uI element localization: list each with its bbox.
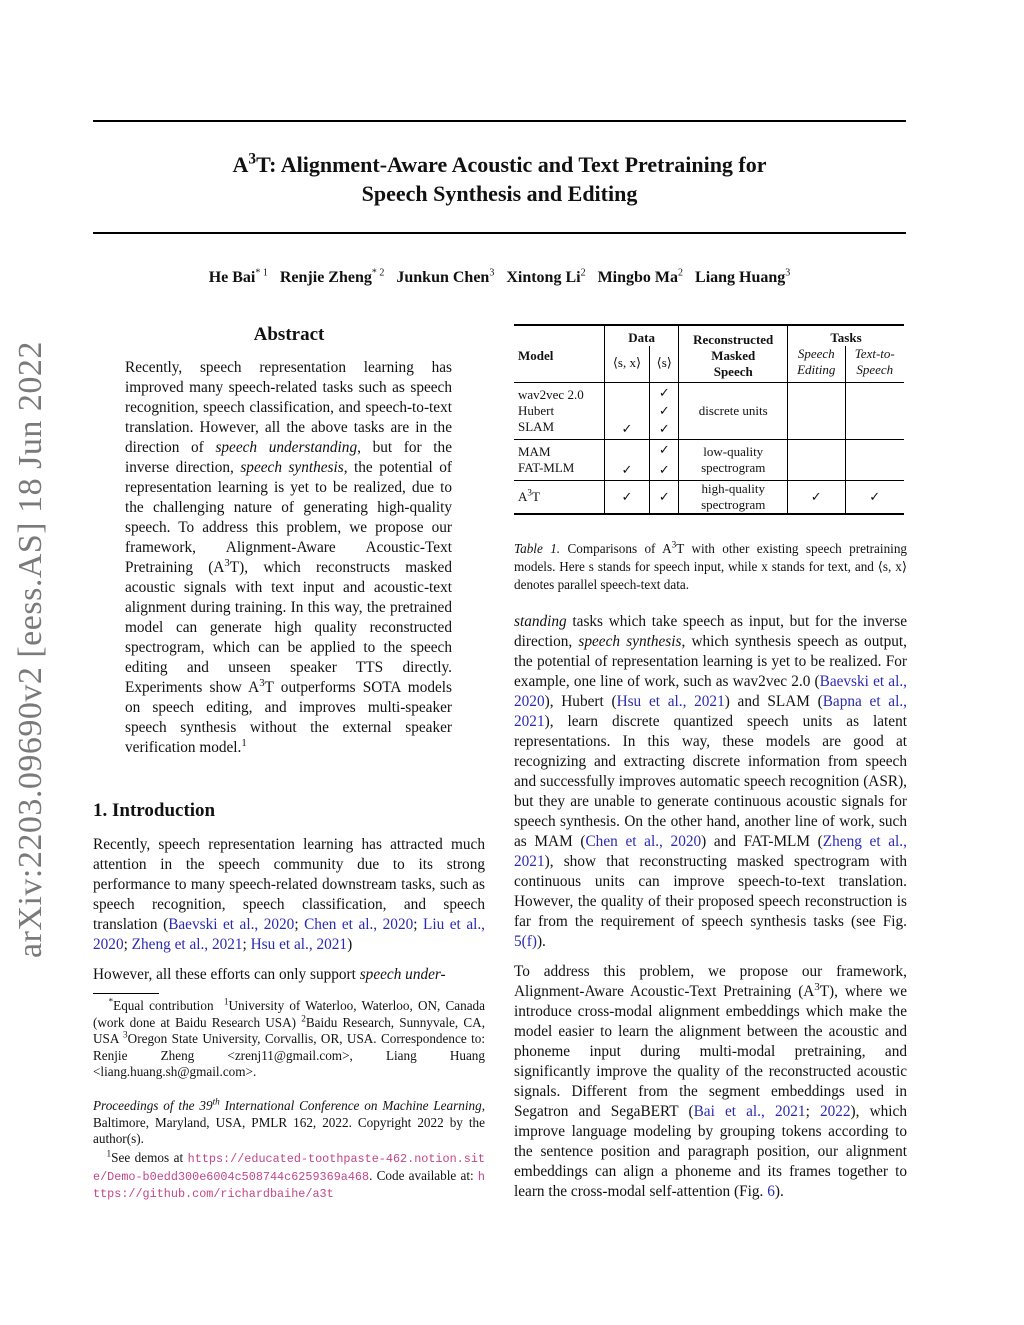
- code-url-link[interactable]: https://github.com/richardbaihe/a3t: [93, 1169, 485, 1201]
- author: Liang Huang: [695, 269, 786, 286]
- footnote-affiliations: *Equal contribution $^1$University of Waterloo, Waterloo, ON, Canada (work done at Baidu Research USA) $^2$Baidu Research, Sunnyvale, CA, USA $^3$Oregon State University, Corvallis, OR, USA. Correspondence to: Renjie Zheng <zrenj11@gmail.com>, Liang Huang <liang.huang.sh@gmail.com>.: [93, 996, 486, 1079]
- citation-link[interactable]: 2022: [819, 1103, 851, 1120]
- col-header-s: ⟨s⟩: [650, 346, 679, 383]
- table-cell-recon: discrete units: [679, 383, 787, 440]
- table-caption: Table 1. Comparisons of $A^3T$ with other existing speech pretraining models. Here s stands for speech input, while x stands for text, and ⟨s, x⟩ denotes parallel speech-text data.: [514, 539, 908, 592]
- check-mark: ✓: [650, 383, 679, 404]
- figure-ref-link[interactable]: 5(f): [514, 933, 537, 950]
- right-paragraph-2: To address this problem, we propose our framework, Alignment-Aware Acoustic-Text Pretraining $(A^3T)$, where we introduce cross-modal alignment embeddings which make the model easier to learn the alignment between the acoustic and phoneme input during multi-modal pretraining, and significantly improve the quality of the reconstructed acoustic signals. Different from the segment embeddings used in Segatron and SegaBERT (Bai et al., 2021; 2022), which improve language modeling by grouping tokens according to the sentence position and paragraph position, our alignment embeddings can align a phoneme and its frames together to learn the cross-modal self-attention (Fig. 6).: [514, 963, 907, 1200]
- citation-link[interactable]: Hsu et al., 2021: [250, 936, 348, 953]
- intro-paragraph: Recently, speech representation learning has attracted much attention in the speech community due to its strong performance to many speech-related downstream tasks, such as speech recognition, speech classification, and speech translation (Baevski et al., 2020; Chen et al., 2020; Liu et al., 2020; Zheng et al., 2021; Hsu et al., 2021): [93, 836, 486, 953]
- check-mark: ✓: [650, 460, 679, 481]
- author: Xintong Li: [506, 269, 581, 286]
- citation-link[interactable]: Baevski et al., 2020: [514, 673, 907, 710]
- col-header-speech-editing: Speech Editing: [787, 346, 845, 383]
- citation-link[interactable]: Liu et al., 2020: [93, 916, 486, 953]
- table-cell-recon: high-quality spectrogram: [679, 481, 787, 515]
- table-cell-model: wav2vec 2.0: [514, 383, 604, 404]
- citation-link[interactable]: Bai et al., 2021: [693, 1103, 806, 1120]
- col-header-data: Data: [604, 325, 679, 346]
- title-rule-top: [93, 120, 906, 122]
- right-paragraph-1: standing tasks which take speech as input, but for the inverse direction, speech synthesis, which synthesis speech as output, the potential of representation learning is yet to be realized. For example, one line of work, such as wav2vec 2.0 (Baevski et al., 2020), Hubert (Hsu et al., 2021) and SLAM (Bapna et al., 2021), learn discrete quantized speech units as latent representations. In this way, these models are good at recognizing and extracting discrete information from speech and successfully improves automatic speech recognition (ASR), but they are unable to generate continuous acoustic signals for speech synthesis. On the other hand, another line of work, such as MAM (Chen et al., 2020) and FAT-MLM (Zheng et al., 2021), show that reconstructing masked spectrogram with continuous units can improve speech-to-text translation. However, the quality of their proposed speech reconstruction is far from the requirement of speech synthesis tasks (see Fig. 5(f)).: [514, 613, 907, 950]
- author-list: He Bai$^{* 1}$ Renjie Zheng$^{* 2}$ Junkun Chen$^3$ Xintong Li$^2$ Mingbo Ma$^2$ Liang Huang$^3$: [208, 267, 791, 286]
- citation-link[interactable]: Chen et al., 2020: [585, 833, 702, 850]
- citation-link[interactable]: Chen et al., 2020: [304, 916, 414, 933]
- abstract-body: Recently, speech representation learning has improved many speech-related tasks such as speech recognition, speech classification, and speech-to-text translation. However, all the above tasks are in the direction of speech understanding, but for the inverse direction, speech synthesis, the potential of representation learning is yet to be realized, due to the challenging nature of generating high-quality speech. To address this problem, we propose our framework, Alignment-Aware Acoustic-Text Pretraining $(A^3T)$, which reconstructs masked acoustic signals with text input and acoustic-text alignment during training. In this way, the pretrained model can generate high quality reconstructed spectrogram, which can be applied to the speech editing and unseen speaker TTS directly. Experiments show $A^3T$ outperforms SOTA models on speech editing, and improves multi-speaker speech synthesis without the external speaker verification model.$^1$: [125, 359, 452, 756]
- check-mark: ✓: [604, 419, 649, 440]
- footnote-proceedings: Proceedings of the 39th International Conference on Machine Learning, Baltimore, Maryland, USA, PMLR 162, 2022. Copyright 2022 by the author(s).: [93, 1096, 485, 1146]
- citation-link[interactable]: Bapna et al., 2021: [514, 693, 907, 730]
- col-header-model: Model: [514, 325, 604, 383]
- author: He Bai: [208, 269, 256, 286]
- title-rule-bottom: [93, 232, 906, 234]
- check-mark: ✓: [787, 481, 845, 515]
- check-mark: ✓: [650, 440, 679, 461]
- citation-link[interactable]: Zheng et al., 2021: [131, 936, 243, 953]
- intro-paragraph-2: However, all these efforts can only support speech under-: [93, 966, 446, 983]
- col-header-reconstructed: Reconstructed Masked Speech: [679, 325, 787, 383]
- demo-url-link[interactable]: https://educated-toothpaste-462.notion.site/Demo-b0edd300e6004c508744c6259369a468: [93, 1152, 485, 1184]
- arxiv-stamp: arXiv:2203.09690v2 [eess.AS] 18 Jun 2022: [12, 341, 49, 958]
- author: Renjie Zheng: [279, 269, 372, 286]
- footnote-rule: [93, 993, 159, 994]
- check-mark: ✓: [650, 481, 679, 515]
- table-cell-recon: low-quality spectrogram: [679, 440, 787, 481]
- check-mark: ✓: [650, 403, 679, 419]
- check-mark: ✓: [650, 419, 679, 440]
- col-header-sx: ⟨s, x⟩: [604, 346, 649, 383]
- table-cell-model: $A^3T$: [514, 481, 604, 515]
- abstract-heading: Abstract: [253, 324, 325, 345]
- check-mark: ✓: [869, 489, 881, 504]
- table-cell-model: FAT-MLM: [514, 460, 604, 481]
- citation-link[interactable]: Zheng et al., 2021: [514, 833, 907, 870]
- table-cell-model: MAM: [514, 440, 604, 461]
- author: Junkun Chen: [396, 269, 490, 286]
- figure-ref-link[interactable]: 6: [767, 1183, 775, 1200]
- check-mark: ✓: [604, 460, 649, 481]
- col-header-tts: Text-to- Speech: [854, 346, 895, 377]
- footnote-demos: $^1$See demos at https://educated-toothpaste-462.notion.site/Demo-b0edd300e6004c508744c6259369a468. Code available at: https://github.com/richardbaihe/a3t: [93, 1148, 485, 1201]
- citation-link[interactable]: Baevski et al., 2020: [168, 916, 295, 933]
- paper-title: $A^3T$: Alignment-Aware Acoustic and Text Pretraining for Speech Synthesis and Editing: [232, 150, 767, 206]
- comparison-table: [514, 324, 904, 515]
- col-header-tasks: Tasks: [830, 330, 862, 345]
- author: Mingbo Ma: [597, 269, 679, 286]
- table-cell-model: Hubert: [514, 403, 604, 419]
- citation-link[interactable]: Hsu et al., 2021: [616, 693, 725, 710]
- section-heading-introduction: 1. Introduction: [93, 800, 216, 821]
- check-mark: ✓: [604, 481, 649, 515]
- table-cell-model: SLAM: [514, 419, 604, 440]
